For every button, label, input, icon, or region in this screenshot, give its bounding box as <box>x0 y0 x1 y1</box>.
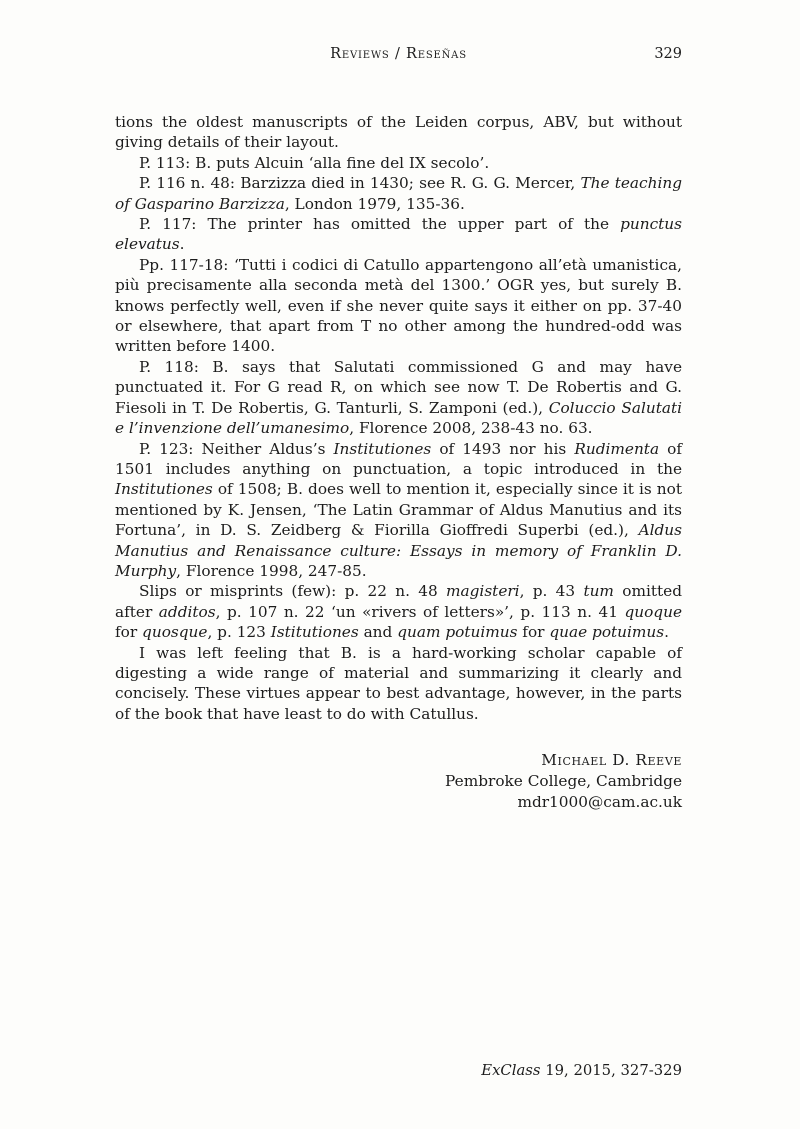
text-segment: of 1508; B. does well to mention it, especially since it is not mentioned by K. Jensen, ‘The Latin Grammar of Aldus Manutius and its Fortuna’, in D. S. Zeidberg & Fiorilla Gioffredi Superbi (ed.), <box>115 480 682 540</box>
review-body <box>115 112 682 724</box>
italic-text-segment: quoque <box>624 602 683 621</box>
paragraph <box>115 581 682 642</box>
journal-footer <box>481 1062 682 1079</box>
text-segment: , p. 123 <box>207 623 271 642</box>
italic-text-segment: ExClass <box>481 1062 541 1079</box>
paragraph <box>115 214 682 255</box>
paragraph <box>115 643 682 725</box>
italic-text-segment: Rudimenta <box>574 439 660 458</box>
text-segment: , Florence 1998, 247-85. <box>176 561 367 580</box>
signature-block <box>115 750 682 812</box>
text-segment: I was left feeling that B. is a hard-working scholar capable of digesting a wide range of material and summarizing it clearly and concisely. These virtues appear to best advantage, however, in the parts of the book that have least to do with Catullus. <box>115 643 682 723</box>
text-segment: for <box>115 623 143 642</box>
text-segment: 19, 2015, 327-329 <box>540 1062 682 1079</box>
text-segment: , Florence 2008, 238-43 no. 63. <box>349 419 593 438</box>
text-segment: , London 1979, 135-36. <box>284 194 465 213</box>
text-segment: P. 113: B. puts Alcuin ‘alla fine del IX secolo’. <box>139 153 490 172</box>
paragraph <box>115 439 682 582</box>
italic-text-segment: Institutiones <box>115 480 213 499</box>
text-segment: of 1501 includes anything on punctuation, a topic introduced in the <box>115 439 683 478</box>
text-segment: and <box>358 623 398 642</box>
paragraph <box>115 255 682 357</box>
italic-text-segment: Coluccio Salutati e l’invenzione dell’umanesimo <box>115 398 682 438</box>
text-segment: , p. 43 <box>519 582 584 601</box>
text-segment: tions the oldest manuscripts of the Leiden corpus, ABV, but without giving details of their layout. <box>115 113 682 152</box>
page-header <box>115 46 682 66</box>
author-name: Michael D. Reeve <box>541 751 682 770</box>
text-segment: of 1493 nor his <box>431 439 575 458</box>
author-email: mdr1000@cam.ac.uk <box>517 792 682 811</box>
paragraph <box>115 357 682 439</box>
italic-text-segment: additos <box>158 602 216 621</box>
italic-text-segment: Institutiones <box>333 439 432 458</box>
italic-text-segment: The teaching of Gasparino Barzizza <box>115 174 682 213</box>
italic-text-segment: Istitutiones <box>270 623 359 642</box>
text-segment: omitted after <box>115 582 682 621</box>
paragraph <box>115 173 682 214</box>
italic-text-segment: punctus elevatus <box>115 215 682 254</box>
text-segment: . <box>179 235 185 254</box>
text-segment: P. 118: B. says that Salutati commissioned G and may have punctuated it. For G read R, on which see now T. De Robertis and G. Fiesoli in T. De Robertis, G. Tanturli, S. Zamponi (ed.), <box>115 357 682 417</box>
text-segment: P. 116 n. 48: Barzizza died in 1430; see R. G. G. Mercer, <box>139 174 581 193</box>
text-segment: Pp. 117-18: ‘Tutti i codici di Catullo appartengono all’età umanistica, più precisamente alla seconda metà del 1300.’ OGR yes, but surely B. knows perfectly well, even if she never quite says it either on pp. 37-40 or elsewhere, that apart from T no other among the hundred-odd was written before 1400. <box>115 255 682 356</box>
text-segment: . <box>664 623 670 642</box>
page-number: 329 <box>654 46 682 62</box>
text-segment: P. 117: The printer has omitted the upper part of the <box>139 215 621 234</box>
text-segment: for <box>517 623 550 642</box>
text-segment: , p. 107 n. 22 ‘un «rivers of letters»’, p. 113 n. 41 <box>215 602 625 621</box>
italic-text-segment: quae potuimus <box>549 623 665 642</box>
italic-text-segment: Aldus Manutius and Renaissance culture: Essays in memory of Franklin D. Murphy <box>115 521 682 580</box>
italic-text-segment: tum <box>583 582 614 601</box>
running-title: Reviews / Reseñas <box>330 46 467 62</box>
italic-text-segment: quosque <box>142 623 208 642</box>
italic-text-segment: quam potuimus <box>397 623 518 642</box>
paragraph <box>115 153 682 173</box>
italic-text-segment: magisteri <box>446 582 520 601</box>
author-affiliation: Pembroke College, Cambridge <box>445 771 682 790</box>
text-segment: P. 123: Neither Aldus’s <box>139 439 334 458</box>
paragraph <box>115 112 682 153</box>
text-segment: Slips or misprints (few): p. 22 n. 48 <box>139 582 447 601</box>
